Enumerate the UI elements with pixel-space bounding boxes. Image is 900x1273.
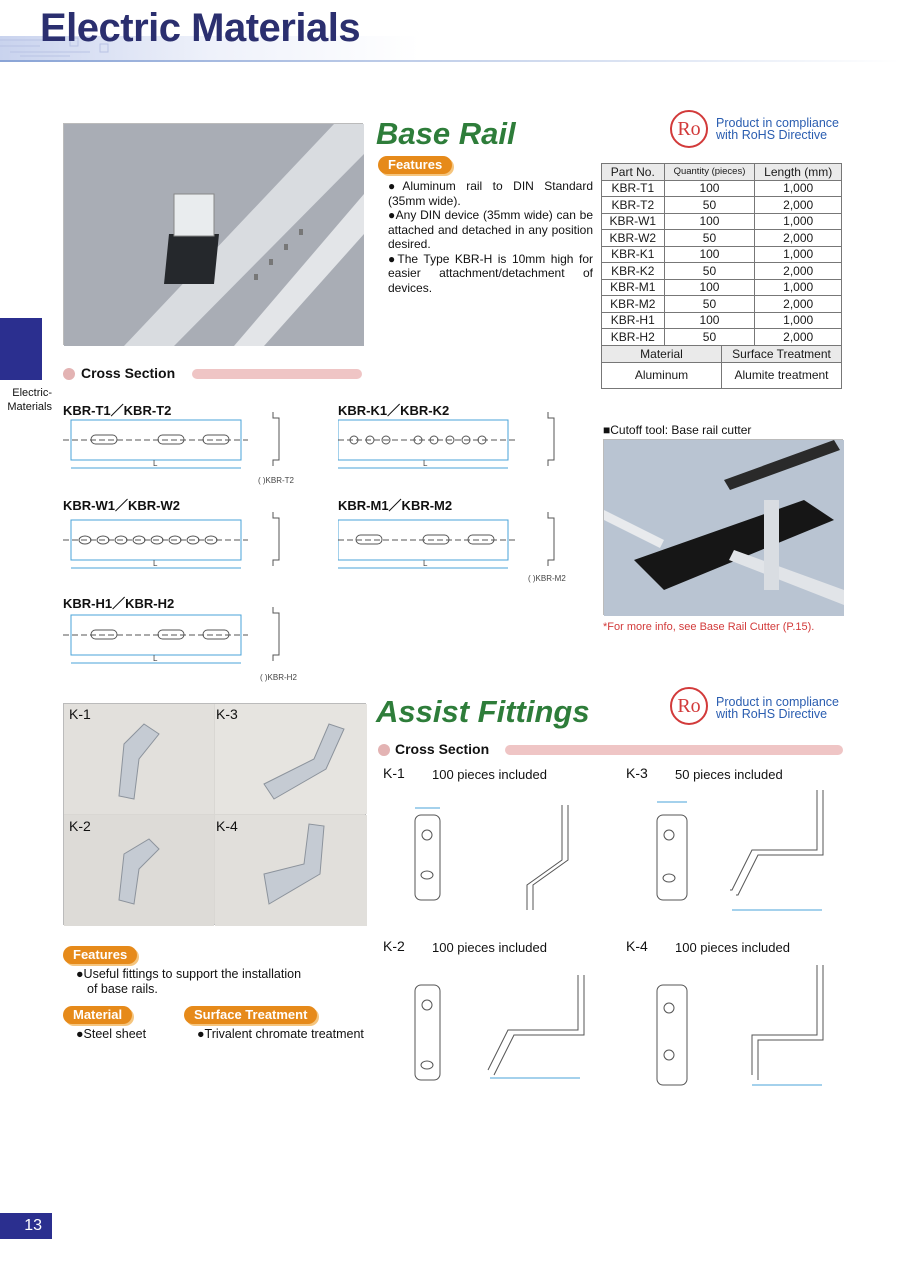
feature-item: ●Any DIN device (35mm wide) can be attached and detached in any position desired. [388, 208, 593, 251]
assist-feature-line1: ●Useful fittings to support the installation [76, 967, 302, 981]
rohs-badge-icon: Ro [670, 110, 708, 148]
rail-drawing-h [63, 593, 313, 678]
cell: KBR-T2 [602, 197, 665, 214]
table-row [602, 312, 842, 329]
cell: 2,000 [755, 263, 842, 280]
item-desc-k4: 100 pieces included [675, 940, 790, 955]
material-label: Material [63, 1006, 132, 1024]
cutoff-caption: ■Cutoff tool: Base rail cutter [603, 423, 752, 437]
cell: 100 [664, 213, 755, 230]
header-divider [0, 60, 900, 62]
col-header-length: Length (mm) [755, 164, 842, 181]
drawing-note-m: ( )KBR-M2 [528, 574, 566, 583]
material-header: Material [602, 346, 722, 363]
cell: KBR-H2 [602, 329, 665, 346]
rohs-line1: Product in compliance [716, 116, 839, 130]
drawing-k4 [622, 960, 842, 1105]
item-desc-k3: 50 pieces included [675, 767, 783, 782]
cell: 2,000 [755, 197, 842, 214]
surface-treatment-badge [184, 1006, 317, 1024]
material-value-row [602, 362, 842, 388]
page-title: Electric Materials [40, 6, 361, 50]
surface-treatment-value: ●Trivalent chromate treatment [197, 1027, 364, 1041]
treatment-header: Surface Treatment [722, 346, 842, 363]
drawing-note-t: ( )KBR-T2 [258, 476, 294, 485]
photo-label-k3: K-3 [216, 706, 238, 722]
rohs-compliance-text-2 [716, 696, 839, 720]
assist-features-label: Features [63, 946, 137, 964]
features-badge [378, 156, 452, 174]
base-rail-photo [63, 123, 363, 345]
assist-feature-line2: of base rails. [87, 981, 158, 996]
svg-text:L: L [153, 459, 158, 468]
rail-drawing-w [63, 495, 313, 585]
svg-text:L: L [423, 559, 428, 568]
drawing-k1 [380, 790, 600, 930]
feature-item: ●The Type KBR-H is 10mm high for easier attachment/detachment of devices. [388, 251, 593, 295]
side-label-line2: Materials [7, 401, 52, 413]
cell: 100 [664, 246, 755, 263]
base-rail-title: Base Rail [376, 116, 516, 151]
cell: 1,000 [755, 180, 842, 197]
col-header-part: Part No. [602, 164, 665, 181]
cell: 2,000 [755, 329, 842, 346]
item-name-k4: K-4 [626, 938, 648, 954]
material-table [601, 345, 842, 389]
table-row [602, 246, 842, 263]
base-rail-illustration [64, 124, 364, 346]
item-desc-k2: 100 pieces included [432, 940, 547, 955]
section-tab [0, 318, 42, 380]
cross-section-bullet-icon [63, 368, 75, 380]
material-value: ●Steel sheet [76, 1027, 147, 1041]
cell: 1,000 [755, 213, 842, 230]
cell: KBR-M2 [602, 296, 665, 313]
cell: 50 [664, 329, 755, 346]
features-list [388, 179, 593, 295]
rohs-badge-icon-2: Ro [670, 687, 708, 725]
cutoff-tool-photo [603, 439, 843, 615]
cell: 100 [664, 312, 755, 329]
svg-text:L: L [153, 654, 158, 663]
cross-section-divider-2 [505, 745, 843, 755]
item-name-k3: K-3 [626, 765, 648, 781]
rail-drawing-m [338, 495, 588, 585]
cell: KBR-W2 [602, 230, 665, 247]
cell: 1,000 [755, 246, 842, 263]
cell: 50 [664, 263, 755, 280]
side-label-line1: Electric- [12, 387, 52, 399]
cell: 2,000 [755, 296, 842, 313]
cell: 100 [664, 180, 755, 197]
table-row [602, 296, 842, 313]
drawing-label-t: KBR-T1／KBR-T2 [63, 403, 172, 418]
drawing-label-w: KBR-W1／KBR-W2 [63, 498, 180, 513]
cutoff-tool-illustration [604, 440, 844, 616]
fittings-illustration [64, 704, 367, 926]
table-row [602, 279, 842, 296]
table-row [602, 213, 842, 230]
material-badge [63, 1006, 132, 1024]
col-header-qty: Quantity (pieces) [664, 164, 755, 181]
drawing-label-h: KBR-H1／KBR-H2 [63, 596, 175, 611]
cell: KBR-T1 [602, 180, 665, 197]
table-row [602, 180, 842, 197]
rohs-compliance-text [716, 117, 839, 141]
assist-fittings-title: Assist Fittings [376, 694, 590, 729]
surface-treatment-label: Surface Treatment [184, 1006, 317, 1024]
drawing-label-k: KBR-K1／KBR-K2 [338, 403, 450, 418]
cell: KBR-M1 [602, 279, 665, 296]
assist-features-badge [63, 946, 137, 964]
photo-label-k4: K-4 [216, 818, 238, 834]
cell: KBR-W1 [602, 213, 665, 230]
cell: 100 [664, 279, 755, 296]
feature-item: ●Aluminum rail to DIN Standard (35mm wide). [388, 179, 593, 208]
treatment-value: Alumite treatment [722, 362, 842, 388]
photo-label-k2: K-2 [69, 818, 91, 834]
rohs-line1-2: Product in compliance [716, 695, 839, 709]
assist-features-list [76, 967, 301, 996]
fittings-photo-grid [63, 703, 366, 925]
drawing-note-h: ( )KBR-H2 [260, 673, 297, 682]
material-value: Aluminum [602, 362, 722, 388]
cross-section-bullet-icon-2 [378, 744, 390, 756]
item-desc-k1: 100 pieces included [432, 767, 547, 782]
svg-text:L: L [153, 559, 158, 568]
rohs-line2-2: with RoHS Directive [716, 707, 828, 721]
material-header-row [602, 346, 842, 363]
cell: 50 [664, 296, 755, 313]
rohs-line2: with RoHS Directive [716, 128, 828, 142]
features-label: Features [378, 156, 452, 174]
drawing-label-m: KBR-M1／KBR-M2 [338, 498, 453, 513]
cross-section-label-2: Cross Section [395, 741, 490, 757]
page-number: 13 [0, 1213, 52, 1239]
drawing-k3 [622, 790, 842, 930]
table-row [602, 263, 842, 280]
cell: KBR-H1 [602, 312, 665, 329]
drawing-k2 [380, 960, 600, 1105]
svg-text:L: L [423, 459, 428, 468]
spec-table [601, 163, 842, 346]
item-name-k2: K-2 [383, 938, 405, 954]
table-row [602, 197, 842, 214]
cross-section-label: Cross Section [81, 365, 176, 381]
cutoff-note: *For more info, see Base Rail Cutter (P.15). [603, 621, 815, 633]
photo-label-k1: K-1 [69, 706, 91, 722]
cell: 1,000 [755, 312, 842, 329]
section-tab-label [2, 386, 52, 414]
cell: KBR-K2 [602, 263, 665, 280]
table-header-row [602, 164, 842, 181]
item-name-k1: K-1 [383, 765, 405, 781]
cell: 50 [664, 197, 755, 214]
cell: 2,000 [755, 230, 842, 247]
cross-section-divider [192, 369, 362, 379]
table-row [602, 230, 842, 247]
cell: 50 [664, 230, 755, 247]
cell: KBR-K1 [602, 246, 665, 263]
table-row [602, 329, 842, 346]
cell: 1,000 [755, 279, 842, 296]
rail-drawing-k [338, 400, 588, 490]
